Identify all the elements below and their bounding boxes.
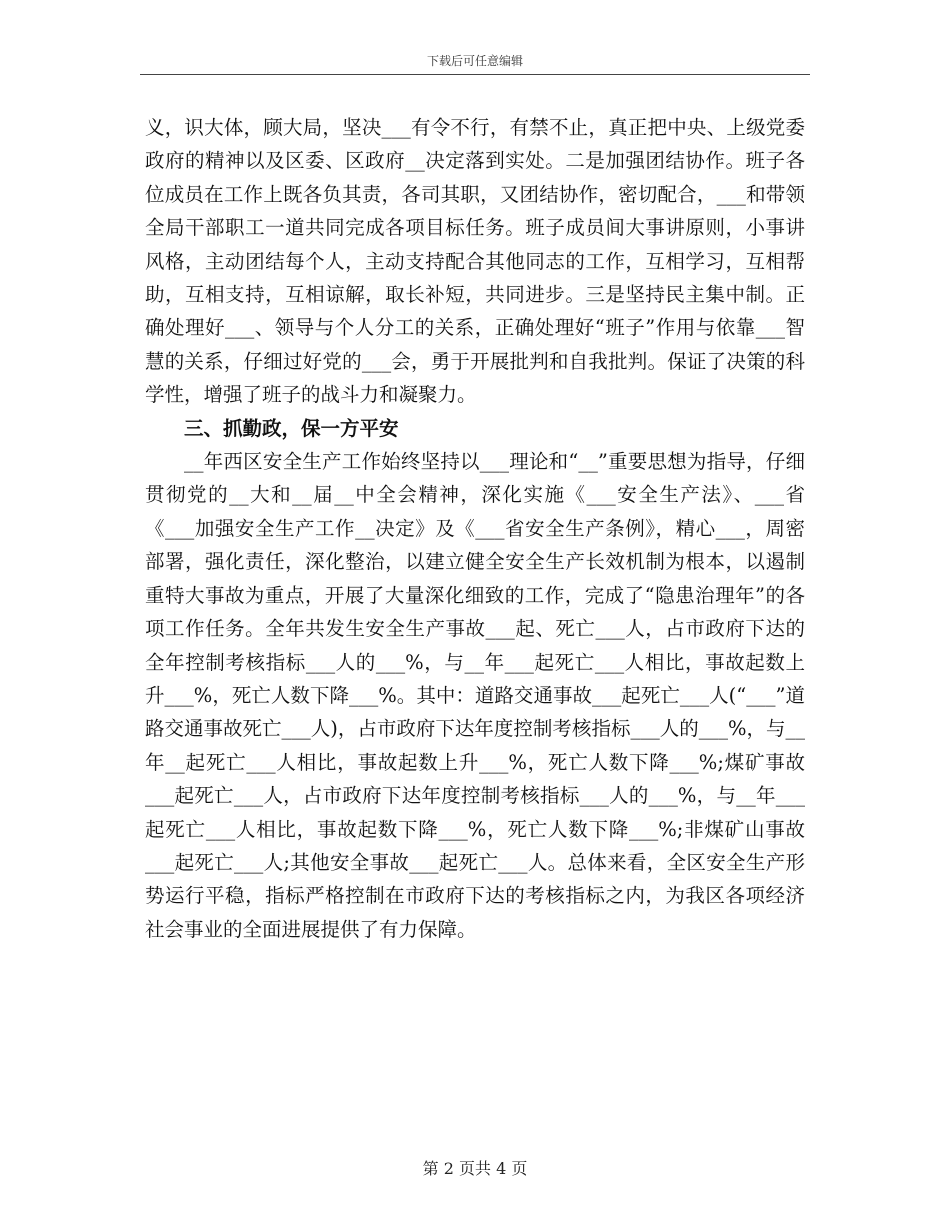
document-body: [145, 111, 805, 946]
page-number: 第 2 页共 4 页: [422, 1159, 528, 1178]
header-divider: [140, 74, 810, 75]
section-heading: 三、抓勤政，保一方平安: [184, 416, 399, 440]
page-header: 下载后可任意编辑: [426, 54, 523, 68]
paragraph-safety-production: __年西区安全生产工作始终坚持以___理论和“__”重要思想为指导，仔细贯彻党的__大和__届__中全会精神，深化实施《___安全生产法》、___省《___加强安全生产工作__决定》及《___省安全生产条例》，精心___，周密部署，强化责任，深化整治，以建立健全安全生产长效机制为根本，以遏制重特大事故为重点，开展了大量深化细致的工作，完成了“隐患治理年”的各项工作任务。全年共发生安全生产事故___起、死亡___人，占市政府下达的全年控制考核指标___人的___%，与__年___起死亡___人相比，事故起数上升___%，死亡人数下降___%。其中：道路交通事故___起死亡___人(“___”道路交通事故死亡___人)，占市政府下达年度控制考核指标___人的___%，与__年__起死亡___人相比，事故起数上升___%，死亡人数下降___%;煤矿事故___起死亡___人，占市政府下达年度控制考核指标___人的___%，与__年___起死亡___人相比，事故起数下降___%，死亡人数下降___%;非煤矿山事故___起死亡___人;其他安全事故___起死亡___人。总体来看，全区安全生产形势运行平稳，指标严格控制在市政府下达的考核指标之内，为我区各项经济社会事业的全面进展提供了有力保障。: [145, 450, 805, 941]
paragraph-continued: 义，识大体，顾大局，坚决___有令不行，有禁不止，真正把中央、上级党委政府的精神以及区委、区政府__决定落到实处。二是加强团结协作。班子各位成员在工作上既各负其责，各司其职，又团结协作，密切配合，___和带领全局干部职工一道共同完成各项目标任务。班子成员间大事讲原则，小事讲风格，主动团结每个人，主动支持配合其他同志的工作，互相学习，互相帮助，互相支持，互相谅解，取长补短，共同进步。三是坚持民主集中制。正确处理好___、领导与个人分工的关系，正确处理好“班子”作用与依靠___智慧的关系，仔细过好党的___会，勇于开展批判和自我批判。保证了决策的科学性，增强了班子的战斗力和凝聚力。: [145, 116, 805, 407]
